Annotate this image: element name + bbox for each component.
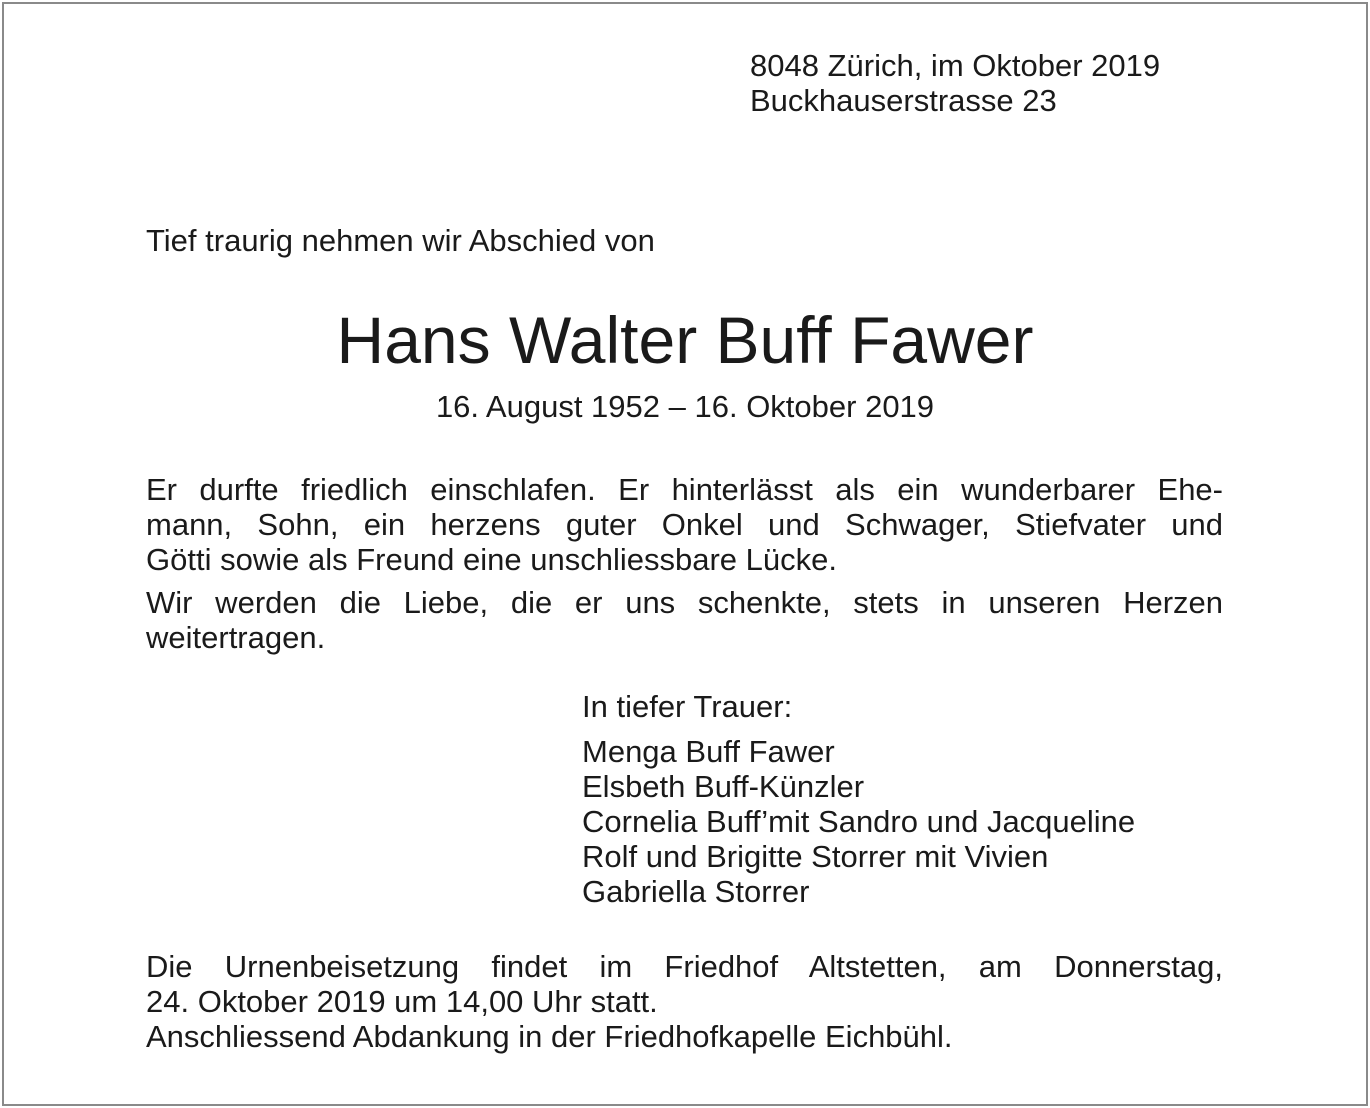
remembrance-line: weitertragen. [146,620,326,655]
funeral-line: 24. Oktober 2019 um 14,00 Uhr statt. [146,984,658,1019]
life-dates: 16. August 1952 – 16. Oktober 2019 [435,389,935,424]
mourning-heading: In tiefer Trauer: [582,689,793,724]
mourners-list [582,734,1135,909]
intro-line: Tief traurig nehmen wir Abschied von [146,223,655,258]
place-date-line: 8048 Zürich, im Oktober 2019 [750,48,1161,83]
mourner-name: Menga Buff Fawer [582,734,835,769]
funeral-info [146,949,1223,1054]
mourner-name: Cornelia Buff’mit Sandro und Jacqueline [582,804,1136,839]
mourner-name: Gabriella Storrer [582,874,810,909]
tribute-line: Er durfte friedlich einschlafen. Er hinterlässt als ein wunderbarer Ehe- [146,472,1223,507]
mourner-name: Elsbeth Buff-Künzler [582,769,865,804]
funeral-line: Anschliessend Abdankung in der Friedhofkapelle Eichbühl. [146,1019,953,1054]
place-date-block [750,48,1160,118]
remembrance-line: Wir werden die Liebe, die er uns schenkte, stets in unseren Herzen [146,585,1223,620]
remembrance-paragraph [146,585,1223,655]
tribute-paragraph [146,472,1223,577]
street-address-line: Buckhauserstrasse 23 [750,83,1057,118]
tribute-line: mann, Sohn, ein herzens guter Onkel und Schwager, Stiefvater und [146,507,1223,542]
mourner-name: Rolf und Brigitte Storrer mit Vivien [582,839,1049,874]
tribute-line: Götti sowie als Freund eine unschliessbare Lücke. [146,542,837,577]
deceased-name: Hans Walter Buff Fawer [336,303,1034,377]
funeral-line: Die Urnenbeisetzung findet im Friedhof Altstetten, am Donnerstag, [146,949,1223,984]
